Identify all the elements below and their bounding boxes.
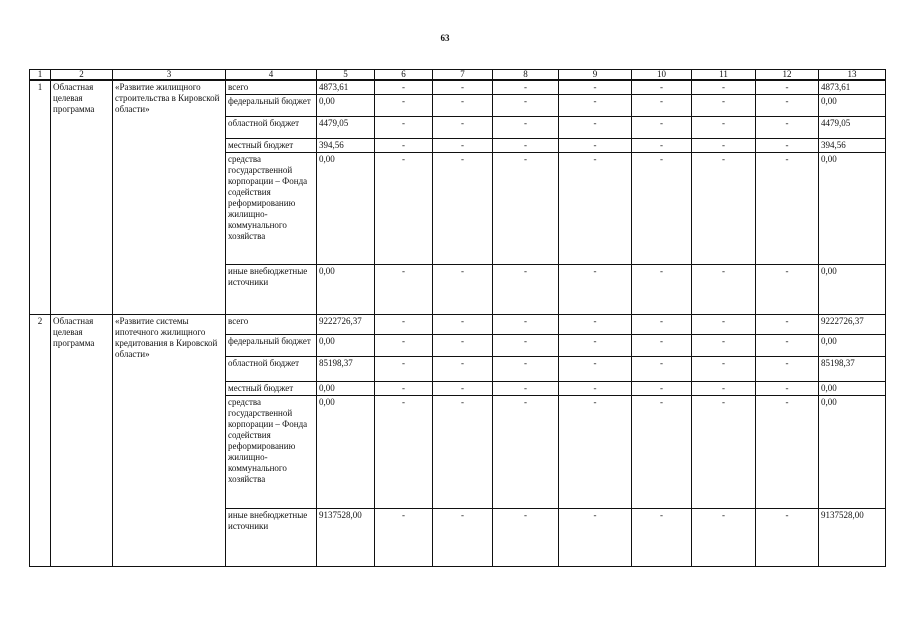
- empty-year-cell: -: [632, 382, 692, 396]
- empty-year-cell: -: [375, 95, 433, 117]
- program-type: Областная целевая программа: [51, 315, 113, 567]
- funding-total: 4873,61: [819, 80, 886, 95]
- empty-year-cell: -: [493, 265, 559, 315]
- empty-year-cell: -: [756, 396, 819, 509]
- empty-year-cell: -: [559, 265, 632, 315]
- empty-year-cell: -: [756, 382, 819, 396]
- program-number: 2: [30, 315, 51, 567]
- funding-value: 4873,61: [317, 80, 375, 95]
- empty-year-cell: -: [632, 153, 692, 265]
- empty-year-cell: -: [433, 265, 493, 315]
- program-name: «Развитие системы ипотечного жилищного кредитования в Кировской области»: [113, 315, 226, 567]
- funding-source: средства государственной корпорации – Фонда содействия реформированию жилищно-коммунального хозяйства: [226, 153, 317, 265]
- empty-year-cell: -: [559, 396, 632, 509]
- empty-year-cell: -: [433, 357, 493, 382]
- empty-year-cell: -: [692, 139, 756, 153]
- empty-year-cell: -: [756, 265, 819, 315]
- column-number: 8: [493, 70, 559, 81]
- empty-year-cell: -: [375, 80, 433, 95]
- empty-year-cell: -: [632, 80, 692, 95]
- empty-year-cell: -: [692, 357, 756, 382]
- column-number: 7: [433, 70, 493, 81]
- empty-year-cell: -: [559, 80, 632, 95]
- funding-source: всего: [226, 315, 317, 335]
- funding-source: местный бюджет: [226, 139, 317, 153]
- funding-value: 9222726,37: [317, 315, 375, 335]
- funding-value: 0,00: [317, 265, 375, 315]
- funding-source: иные внебюджетные источники: [226, 509, 317, 567]
- empty-year-cell: -: [692, 382, 756, 396]
- funding-value: 4479,05: [317, 117, 375, 139]
- table-row: [30, 315, 886, 335]
- empty-year-cell: -: [756, 117, 819, 139]
- empty-year-cell: -: [433, 139, 493, 153]
- empty-year-cell: -: [692, 509, 756, 567]
- empty-year-cell: -: [632, 117, 692, 139]
- funding-value: 0,00: [317, 95, 375, 117]
- empty-year-cell: -: [632, 396, 692, 509]
- empty-year-cell: -: [375, 396, 433, 509]
- empty-year-cell: -: [493, 117, 559, 139]
- empty-year-cell: -: [632, 335, 692, 357]
- empty-year-cell: -: [692, 117, 756, 139]
- empty-year-cell: -: [375, 357, 433, 382]
- funding-total: 0,00: [819, 396, 886, 509]
- empty-year-cell: -: [375, 139, 433, 153]
- empty-year-cell: -: [433, 382, 493, 396]
- column-number: 10: [632, 70, 692, 81]
- funding-source: областной бюджет: [226, 117, 317, 139]
- empty-year-cell: -: [375, 117, 433, 139]
- column-number: 11: [692, 70, 756, 81]
- funding-total: 0,00: [819, 95, 886, 117]
- empty-year-cell: -: [433, 117, 493, 139]
- empty-year-cell: -: [692, 335, 756, 357]
- empty-year-cell: -: [559, 357, 632, 382]
- funding-value: 394,56: [317, 139, 375, 153]
- funding-total: 9137528,00: [819, 509, 886, 567]
- empty-year-cell: -: [559, 315, 632, 335]
- column-number: 5: [317, 70, 375, 81]
- funding-source: федеральный бюджет: [226, 335, 317, 357]
- funding-total: 0,00: [819, 153, 886, 265]
- empty-year-cell: -: [433, 315, 493, 335]
- funding-value: 85198,37: [317, 357, 375, 382]
- empty-year-cell: -: [692, 153, 756, 265]
- empty-year-cell: -: [493, 80, 559, 95]
- funding-value: 0,00: [317, 382, 375, 396]
- column-number-row: [30, 70, 886, 81]
- empty-year-cell: -: [433, 509, 493, 567]
- empty-year-cell: -: [692, 265, 756, 315]
- empty-year-cell: -: [433, 95, 493, 117]
- empty-year-cell: -: [433, 335, 493, 357]
- program-type: Областная целевая программа: [51, 80, 113, 315]
- empty-year-cell: -: [559, 117, 632, 139]
- funding-total: 0,00: [819, 265, 886, 315]
- empty-year-cell: -: [493, 396, 559, 509]
- funding-source: всего: [226, 80, 317, 95]
- empty-year-cell: -: [756, 335, 819, 357]
- empty-year-cell: -: [375, 153, 433, 265]
- empty-year-cell: -: [493, 139, 559, 153]
- empty-year-cell: -: [756, 509, 819, 567]
- empty-year-cell: -: [559, 335, 632, 357]
- empty-year-cell: -: [756, 357, 819, 382]
- funding-value: 0,00: [317, 153, 375, 265]
- column-number: 1: [30, 70, 51, 81]
- funding-source: иные внебюджетные источники: [226, 265, 317, 315]
- empty-year-cell: -: [756, 95, 819, 117]
- empty-year-cell: -: [493, 315, 559, 335]
- empty-year-cell: -: [632, 265, 692, 315]
- empty-year-cell: -: [692, 95, 756, 117]
- funding-value: 9137528,00: [317, 509, 375, 567]
- funding-source: местный бюджет: [226, 382, 317, 396]
- funding-total: 0,00: [819, 335, 886, 357]
- column-number: 3: [113, 70, 226, 81]
- program-name: «Развитие жилищного строительства в Кировской области»: [113, 80, 226, 315]
- table-row: [30, 80, 886, 95]
- empty-year-cell: -: [493, 335, 559, 357]
- program-number: 1: [30, 80, 51, 315]
- funding-source: федеральный бюджет: [226, 95, 317, 117]
- column-number: 6: [375, 70, 433, 81]
- empty-year-cell: -: [433, 153, 493, 265]
- empty-year-cell: -: [756, 153, 819, 265]
- empty-year-cell: -: [632, 95, 692, 117]
- empty-year-cell: -: [559, 139, 632, 153]
- empty-year-cell: -: [375, 382, 433, 396]
- empty-year-cell: -: [375, 315, 433, 335]
- empty-year-cell: -: [632, 357, 692, 382]
- empty-year-cell: -: [756, 139, 819, 153]
- empty-year-cell: -: [559, 382, 632, 396]
- funding-total: 9222726,37: [819, 315, 886, 335]
- empty-year-cell: -: [375, 335, 433, 357]
- column-number: 13: [819, 70, 886, 81]
- empty-year-cell: -: [493, 357, 559, 382]
- funding-source: средства государственной корпорации – Фонда содействия реформированию жилищно-коммунального хозяйства: [226, 396, 317, 509]
- column-number: 12: [756, 70, 819, 81]
- empty-year-cell: -: [433, 396, 493, 509]
- funding-source: областной бюджет: [226, 357, 317, 382]
- funding-total: 4479,05: [819, 117, 886, 139]
- empty-year-cell: -: [375, 509, 433, 567]
- column-number: 9: [559, 70, 632, 81]
- empty-year-cell: -: [692, 396, 756, 509]
- funding-total: 394,56: [819, 139, 886, 153]
- empty-year-cell: -: [559, 95, 632, 117]
- empty-year-cell: -: [493, 382, 559, 396]
- empty-year-cell: -: [692, 80, 756, 95]
- column-number: 4: [226, 70, 317, 81]
- empty-year-cell: -: [632, 315, 692, 335]
- funding-total: 0,00: [819, 382, 886, 396]
- empty-year-cell: -: [375, 265, 433, 315]
- empty-year-cell: -: [756, 80, 819, 95]
- funding-value: 0,00: [317, 335, 375, 357]
- empty-year-cell: -: [692, 315, 756, 335]
- funding-total: 85198,37: [819, 357, 886, 382]
- funding-value: 0,00: [317, 396, 375, 509]
- empty-year-cell: -: [493, 153, 559, 265]
- budget-table: [29, 69, 886, 567]
- empty-year-cell: -: [559, 153, 632, 265]
- column-number: 2: [51, 70, 113, 81]
- empty-year-cell: -: [632, 139, 692, 153]
- page-number: 63: [440, 33, 450, 43]
- empty-year-cell: -: [493, 509, 559, 567]
- empty-year-cell: -: [559, 509, 632, 567]
- empty-year-cell: -: [433, 80, 493, 95]
- empty-year-cell: -: [632, 509, 692, 567]
- empty-year-cell: -: [756, 315, 819, 335]
- empty-year-cell: -: [493, 95, 559, 117]
